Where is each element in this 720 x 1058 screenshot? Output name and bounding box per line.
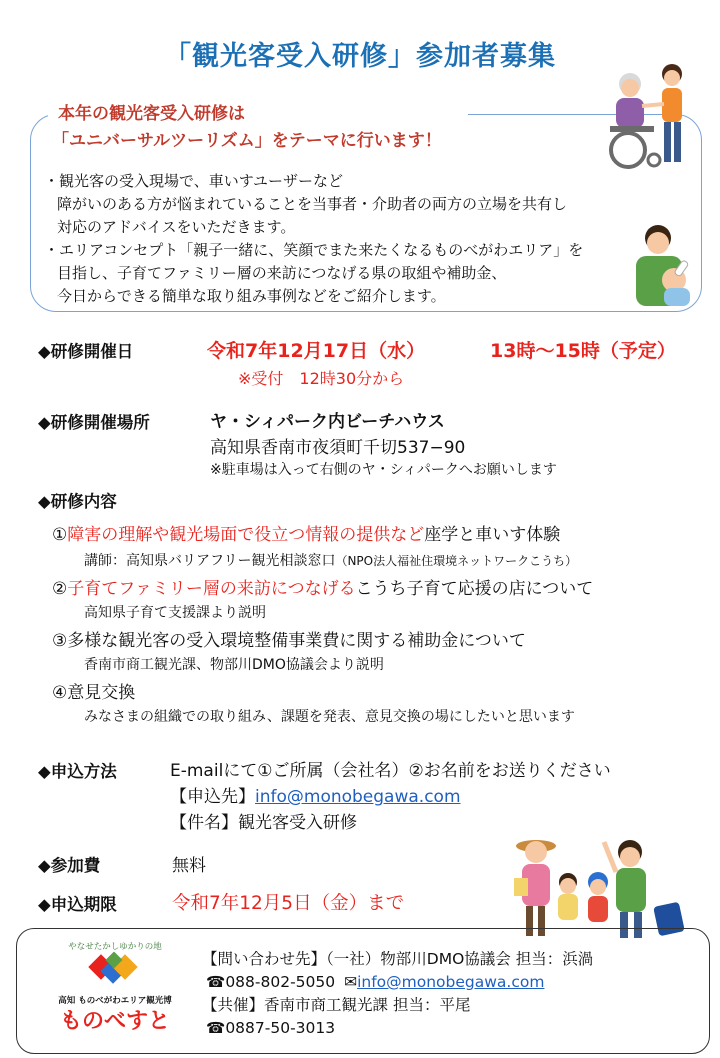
intro-body bbox=[44, 170, 583, 308]
deadline-label: ◆申込期限 bbox=[38, 895, 117, 914]
deadline-value: 令和7年12月5日（金）まで bbox=[172, 893, 405, 914]
contact-org: （一社）物部川DMO協議会 担当：浜渦 bbox=[326, 950, 594, 968]
cohost-label: 【共催】 bbox=[202, 996, 265, 1014]
date-label: ◆研修開催日 bbox=[38, 342, 134, 361]
footer-contact bbox=[202, 948, 593, 1040]
reception-note: ※受付 12時30分から bbox=[238, 369, 405, 388]
intro-bullet-1-line-2: 障がいのある方が悩まれていることを当事者・介助者の両方の立場を共有し bbox=[57, 195, 568, 213]
content-item-2-sub: 高知県子育て支援課より説明 bbox=[84, 605, 266, 621]
parent-baby-illustration bbox=[622, 222, 704, 312]
phone-2-line bbox=[202, 1017, 593, 1040]
elder-face bbox=[621, 79, 639, 97]
wheelchair-wheel bbox=[611, 133, 645, 167]
content-item-2-num: ② bbox=[52, 579, 68, 599]
cohost-org: 香南市商工観光課 担当：平尾 bbox=[264, 996, 471, 1014]
intro-bullet-1-line-1: ・観光客の受入現場で、車いすユーザーなど bbox=[44, 172, 343, 190]
intro-bullet-1-line-3: 対応のアドバイスをいただきます。 bbox=[57, 218, 296, 236]
venue-label: ◆研修開催場所 bbox=[38, 413, 150, 432]
apply-subject bbox=[170, 808, 357, 833]
content-item-2 bbox=[52, 574, 593, 599]
apply-email-link[interactable]: info@monobegawa.com bbox=[255, 787, 461, 807]
content-item-3 bbox=[52, 626, 526, 651]
phone-icon: ☎ bbox=[206, 973, 226, 991]
content-item-4-text: 意見交換 bbox=[67, 683, 136, 703]
venue-note: ※駐車場は入って右側のヤ・シィパークへお願いします bbox=[210, 462, 557, 478]
apply-method: E-mailにて①ご所属（会社名）②お名前をお送りください bbox=[170, 761, 611, 781]
intro-bullet-2-line-1: ・エリアコンセプト「親子一緒に、笑顔でまた来たくなるものべがわエリア」を bbox=[44, 241, 584, 259]
fee-label: ◆参加費 bbox=[38, 856, 101, 875]
apply-subject-label: 【件名】 bbox=[170, 813, 238, 833]
content-item-1-num: ① bbox=[52, 525, 68, 545]
wheelchair-illustration bbox=[596, 62, 692, 172]
phone-1: 088-802-5050 bbox=[225, 973, 336, 991]
contact-label: 【問い合わせ先】 bbox=[202, 950, 327, 968]
caregiver-face bbox=[664, 70, 680, 86]
intro-heading-line2: 「ユニバーサルツーリズム」をテーマに行います！ bbox=[52, 131, 442, 151]
intro-heading bbox=[52, 101, 442, 155]
date-value: 令和7年12月17日（水） bbox=[207, 340, 426, 362]
cohost-line bbox=[202, 994, 593, 1017]
content-label: ◆研修内容 bbox=[38, 492, 117, 511]
content-item-4 bbox=[52, 678, 135, 703]
content-item-2-highlight: 子育てファミリー層の来訪につなげる bbox=[67, 579, 356, 599]
phone-icon: ☎ bbox=[206, 1019, 226, 1037]
content-item-3-num: ③ bbox=[52, 631, 68, 651]
phone-2: 0887-50-3013 bbox=[225, 1019, 336, 1037]
intro-bullet-2-line-2: 目指し、子育てファミリー層の来訪につなげる県の取組や補助金、 bbox=[57, 264, 507, 282]
content-item-1-sub-small: （NPO法人福祉住環境ネットワークこうち） bbox=[335, 554, 578, 568]
content-item-3-text: 多様な観光客の受入環境整備事業費に関する補助金について bbox=[67, 631, 526, 651]
elder-body bbox=[616, 98, 644, 128]
content-item-3-sub: 香南市商工観光課、物部川DMO協議会より説明 bbox=[84, 657, 384, 673]
apply-label: ◆申込方法 bbox=[38, 762, 117, 781]
content-item-1-text: 座学と車いす体験 bbox=[424, 525, 561, 545]
time-value: 13時～15時（予定） bbox=[490, 340, 676, 362]
venue-name: ヤ・シィパーク内ビーチハウス bbox=[210, 412, 445, 432]
page-title: 「観光客受入研修」参加者募集 bbox=[164, 41, 556, 72]
logo-mark-icon bbox=[40, 952, 190, 992]
logo-tagline: やなせたかしゆかりの地 bbox=[68, 942, 162, 952]
apply-subject-value: 観光客受入研修 bbox=[238, 813, 357, 833]
intro-heading-line1: 本年の観光客受入研修は bbox=[58, 104, 245, 124]
logo-sub: 高知 ものべがわエリア観光博 bbox=[58, 996, 172, 1006]
contact-line bbox=[202, 948, 593, 971]
content-item-1-sub-main: 講師：高知県バリアフリー観光相談窓口 bbox=[84, 553, 336, 569]
content-item-1 bbox=[52, 520, 560, 545]
content-item-4-num: ④ bbox=[52, 683, 68, 703]
content-item-4-sub: みなさまの組織での取り組み、課題を発表、意見交換の場にしたいと思います bbox=[84, 709, 575, 725]
apply-to bbox=[170, 782, 461, 807]
footer-email-link[interactable]: info@monobegawa.com bbox=[357, 973, 545, 991]
fee-value: 無料 bbox=[172, 856, 206, 876]
content-item-1-highlight: 障害の理解や観光場面で役立つ情報の提供など bbox=[67, 525, 425, 545]
logo bbox=[40, 942, 190, 1046]
content-item-2-text: こうち子育て応援の店について bbox=[355, 579, 594, 599]
apply-to-label: 【申込先】 bbox=[170, 787, 255, 807]
content-item-1-sub bbox=[84, 550, 577, 570]
mail-icon: ✉ bbox=[344, 973, 358, 991]
venue-address: 高知県香南市夜須町千切537−90 bbox=[210, 438, 466, 458]
logo-main: ものべすと bbox=[59, 1009, 170, 1034]
intro-bullet-2-line-3: 今日からできる簡単な取り組み事例などをご紹介します。 bbox=[57, 287, 446, 305]
caregiver-body bbox=[662, 88, 682, 122]
phone-email-line bbox=[202, 971, 593, 994]
